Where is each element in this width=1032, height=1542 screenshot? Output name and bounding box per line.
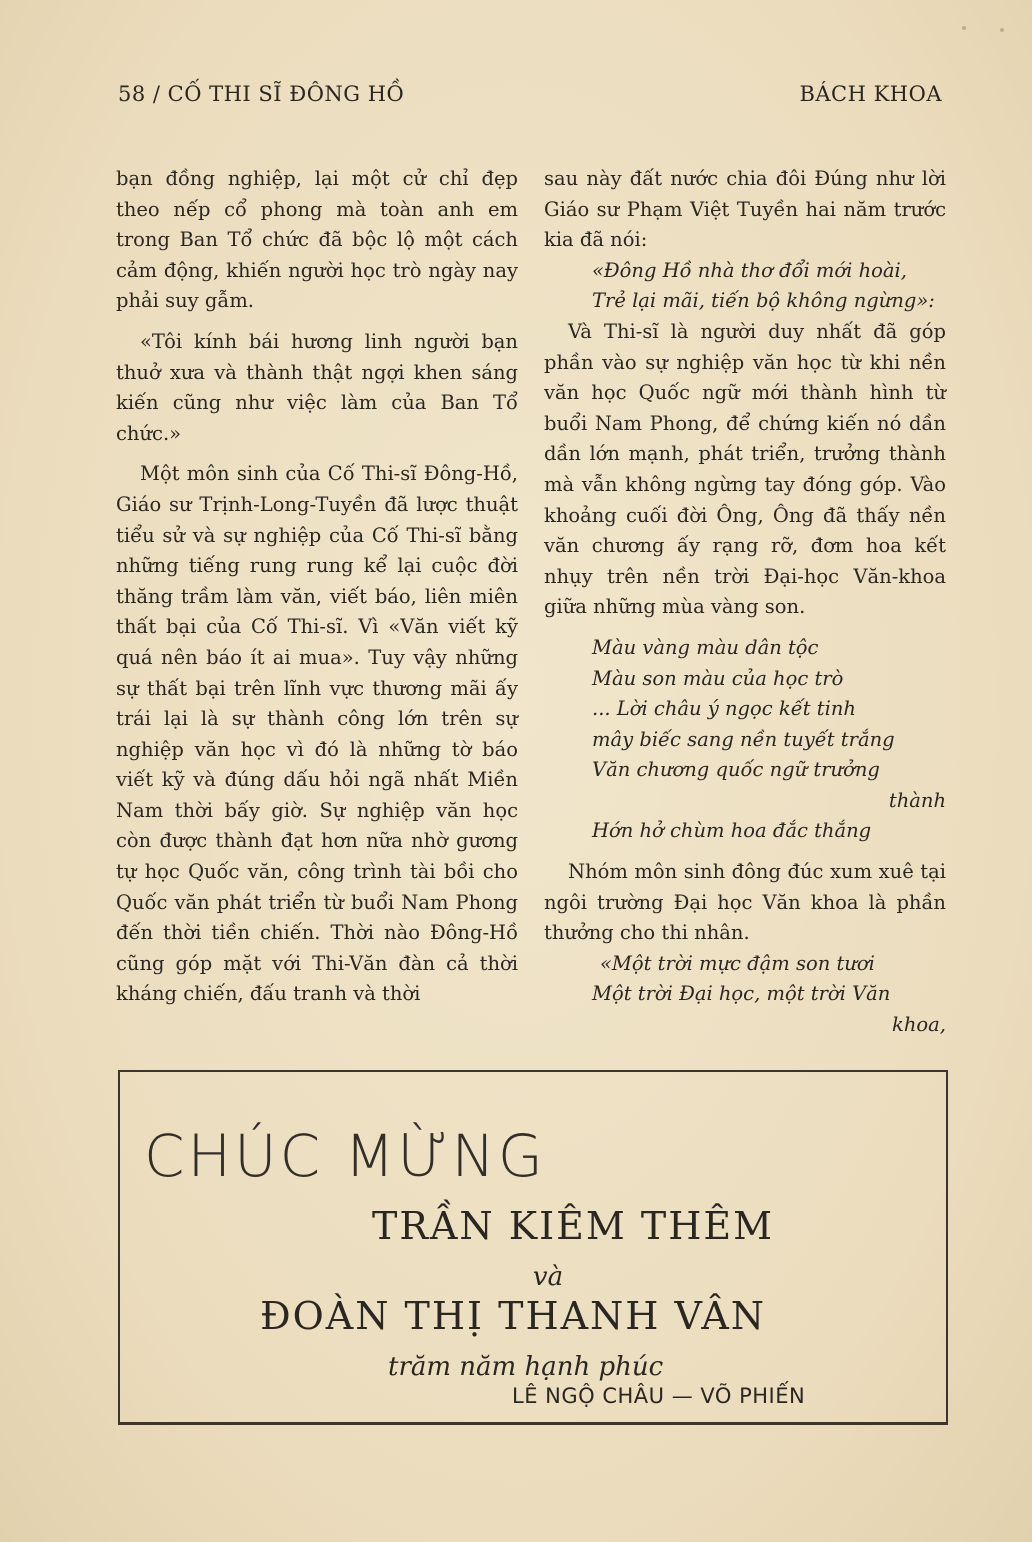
ad-conjunction: và <box>532 1262 564 1292</box>
verse-line: Văn chương quốc ngữ trưởng <box>592 758 880 782</box>
quote-line: «Đông Hồ nhà thơ đổi mới hoài, <box>592 258 907 282</box>
bride-name: ĐOÀN THỊ THANH VÂN <box>259 1294 767 1338</box>
left-column <box>116 164 518 1010</box>
paper-speck <box>962 26 966 30</box>
ad-title: CHÚC MỪNG <box>144 1122 546 1190</box>
verse-line: Màu vàng màu dân tộc <box>592 635 819 659</box>
ad-signature: LÊ NGỘ CHÂU — VÕ PHIẾN <box>512 1384 806 1408</box>
quoted-paragraph: «Tôi kính bái hương linh người bạn thuở xưa và thành thật ngợi khen sáng kiến cũng như việc làm của Ban Tổ chức.» <box>116 329 518 445</box>
paragraph: Và Thi-sĩ là người duy nhất đã góp phần vào sự nghiệp văn học từ khi nền văn học Quốc ngữ mới thành hình từ buổi Nam Phong, để chứng kiến nó dần dần lớn mạnh, phát triển, trưởng thành mà vẫn không ngừng tay đóng góp. Vào khoảng cuối đời Ông, Ông đã thấy nền văn chương ấy rạng rỡ, đơm hoa kết nhụy trên nền trời Đại-học Văn-khoa giữa những mùa vàng son. <box>544 319 946 619</box>
verse-line: ... Lời châu ý ngọc kết tinh <box>592 697 856 721</box>
quote-line: Trẻ lại mãi, tiến bộ không ngừng»: <box>592 289 935 313</box>
verse-line: khoa, <box>892 1013 946 1037</box>
paragraph: Nhóm môn sinh đông đúc xum xuê tại ngôi trường Đại học Văn khoa là phần thưởng cho thi nhân. <box>544 860 946 945</box>
paper-speck <box>1000 28 1004 32</box>
congratulations-ad <box>118 1070 948 1425</box>
paragraph: Một môn sinh của Cố Thi-sĩ Đông-Hồ, Giáo sư Trịnh-Long-Tuyền đã lược thuật tiểu sử và sự nghiệp của Cố Thi-sĩ bằng những tiếng rung rung kể lại cuộc đời thăng trầm làm văn, viết báo, liên miên thất bại của Cố Thi-sĩ. Vì «Văn viết kỹ quá nên báo ít ai mua». Tuy vậy những sự thất bại trên lĩnh vực thương mãi ấy trái lại là sự thành công lớn trên sự nghiệp văn học vì đó là những tờ báo viết kỹ và đúng dấu hỏi ngã nhất Miền Nam thời bấy giờ. Sự nghiệp văn học còn được thành đạt hơn nữa nhờ gương tự học Quốc văn, công trình tài bồi cho Quốc văn phát triển từ buổi Nam Phong đến thời tiền chiến. Thời nào Đông-Hồ cũng góp mặt với Thi-Văn đàn cả thời kháng chiến, đấu tranh và thời <box>116 462 518 1006</box>
paragraph: sau này đất nước chia đôi Đúng như lời Giáo sư Phạm Việt Tuyền hai năm trước kia đã nói: <box>544 167 946 252</box>
running-head-right: BÁCH KHOA <box>799 82 942 106</box>
right-column <box>544 164 946 1041</box>
verse-line: thành <box>888 788 946 812</box>
verse-line: Màu son màu của học trò <box>592 666 844 690</box>
verse-line: Một trời Đại học, một trời Văn <box>592 982 891 1006</box>
paragraph: bạn đồng nghiệp, lại một cử chỉ đẹp theo nếp cổ phong mà toàn anh em trong Ban Tổ chức đã bộc lộ một cách cảm động, khiến người học trò ngày nay phải suy gẫm. <box>116 167 518 313</box>
verse-line: Hớn hở chùm hoa đắc thắng <box>592 819 872 843</box>
ad-wish: trăm năm hạnh phúc <box>388 1352 664 1382</box>
groom-name: TRẦN KIÊM THÊM <box>372 1204 774 1248</box>
running-head-left: 58 / CỐ THI SĨ ĐÔNG HỒ <box>118 82 405 106</box>
verse-line: «Một trời mực đậm son tươi <box>600 951 875 975</box>
verse-line: mây biếc sang nền tuyết trắng <box>592 727 895 751</box>
